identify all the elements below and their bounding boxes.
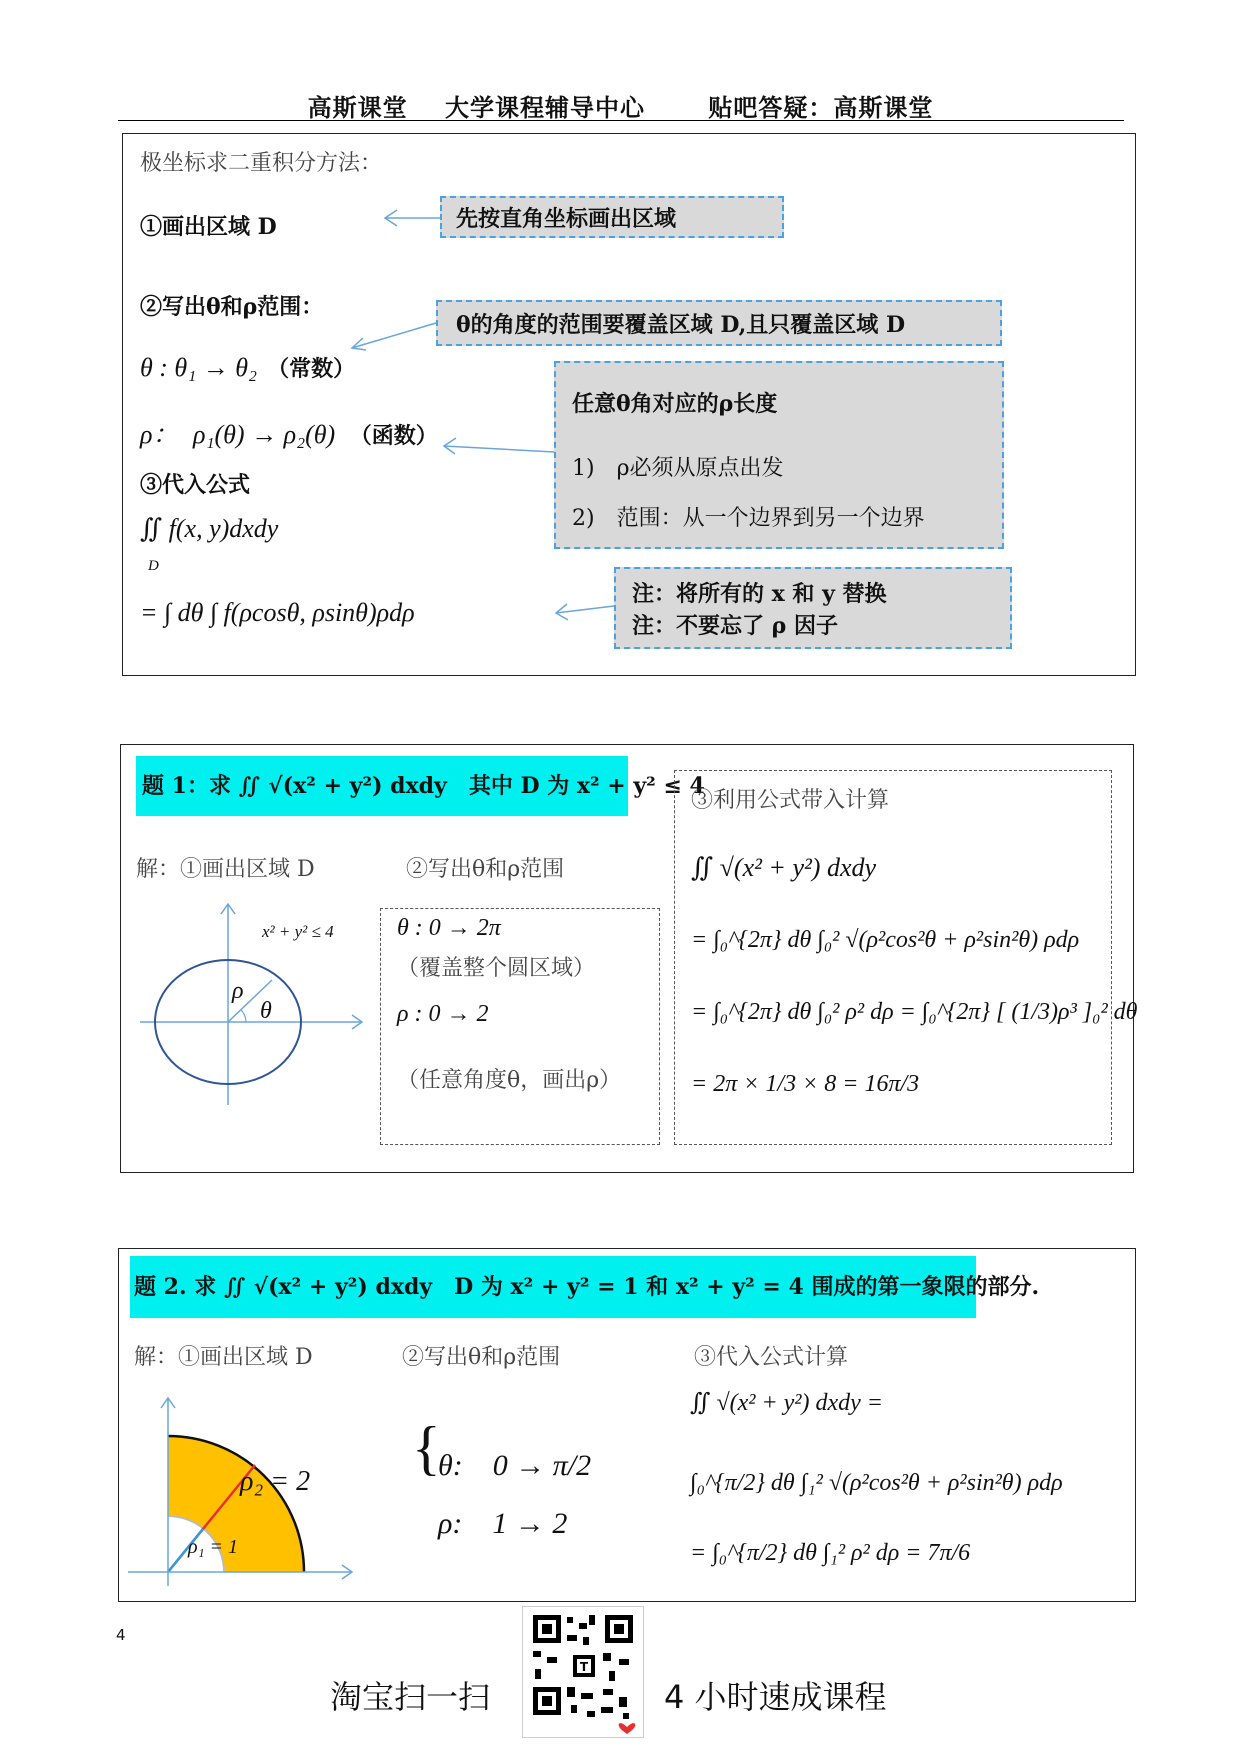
qr-code-icon [523,1607,643,1737]
q1-graph-theta: θ [260,998,272,1024]
q2-solution-label: 解：①画出区域 D [134,1345,313,1370]
footer-left-text: 淘宝扫一扫 [330,1678,491,1716]
q2-step2: ②写出θ和ρ范围 [402,1345,561,1370]
q2-step3: ③代入公式计算 [694,1345,849,1370]
q1-graph-rho: ρ [232,978,244,1004]
q2-rho-range: ρ: 1 → 2 [438,1507,568,1540]
header-left: 高斯课堂 [307,93,408,122]
integral-lhs: ∬ f(x, y)dxdy [140,514,279,543]
q1-solution-label: 解：①画出区域 D [136,857,315,882]
svg-text:T: T [579,1660,589,1674]
theta-range: θ : θ₁ → θ₂ （常数） [140,353,356,382]
q1-circle-graph [130,900,370,1110]
q1-range-box: θ : 0 → 2π （覆盖整个圆区域） ρ : 0 → 2 （任意角度θ，画出ρ） [380,908,660,1145]
step3-label: ③代入公式 [140,472,251,498]
q2-calc1: ∬ √(x² + y²) dxdy = [690,1390,883,1416]
method-arrows [0,0,1241,700]
note-substitute: 注：将所有的 x 和 y 替换 注：不要忘了 ρ 因子 [614,567,1012,649]
page-number: 4 [116,1626,126,1644]
integral-domain: D [148,558,159,574]
rho-range: ρ： ρ₁(θ) → ρ₂(θ) （函数） [140,420,438,449]
note-theta-cover: θ的角度的范围要覆盖区域 D,且只覆盖区域 D [436,300,1002,346]
note-draw-region: 先按直角坐标画出区域 [440,196,784,238]
q2-theta-range: θ: 0 → π/2 [438,1449,592,1482]
q2-range-brace: { [412,1415,441,1481]
step2-label: ②写出θ和ρ范围： [140,294,324,320]
q2-rho2-label: ρ₂ = 2 [240,1466,311,1497]
qr-code[interactable] [522,1606,644,1738]
step1-label: ①画出区域 D [140,214,277,240]
q1-step2: ②写出θ和ρ范围 [406,857,565,882]
integral-rhs: = ∫ dθ ∫ f(ρcosθ, ρsinθ)ρdρ [140,598,415,627]
header-middle: 大学课程辅导中心 [445,93,645,122]
q2-title: 题 2. 求 ∬ √(x² + y²) dxdy D 为 x² + y² = 1 和 x² + y² = 4 围成的第一象限的部分. [130,1256,976,1318]
q2-calc2: ∫₀^{π/2} dθ ∫₁² √(ρ²cos²θ + ρ²sin²θ) ρdρ [690,1470,1063,1496]
footer-right-text: 4 小时速成课程 [664,1678,887,1716]
q1-graph-label: x² + y² ≤ 4 [262,922,334,941]
method-title: 极坐标求二重积分方法： [140,151,383,176]
q1-title: 题 1：求 ∬ √(x² + y²) dxdy 其中 D 为 x² + y² ≤ 4 [136,756,628,816]
q2-rho1-label: ρ₁ = 1 [188,1536,239,1558]
q1-calc-box: ③利用公式带入计算 ∬ √(x² + y²) dxdy = ∫₀^{2π} dθ ∫₀² √(ρ²cos²θ + ρ²sin²θ) ρdρ = ∫₀^{2π} dθ ∫₀² ρ² dρ = ∫₀^{2π} [ (1/3)ρ³ ]₀² dθ = 2π × 1/3 × 8 = 16π/3 [674,770,1112,1145]
note-rho-length: 任意θ角对应的ρ长度 1) ρ必须从原点出发 2) 范围：从一个边界到另一个边界 [554,361,1004,549]
q2-calc3: = ∫₀^{π/2} dθ ∫₁² ρ² dρ = 7π/6 [690,1540,971,1566]
header-right: 贴吧答疑：高斯课堂 [708,93,934,122]
